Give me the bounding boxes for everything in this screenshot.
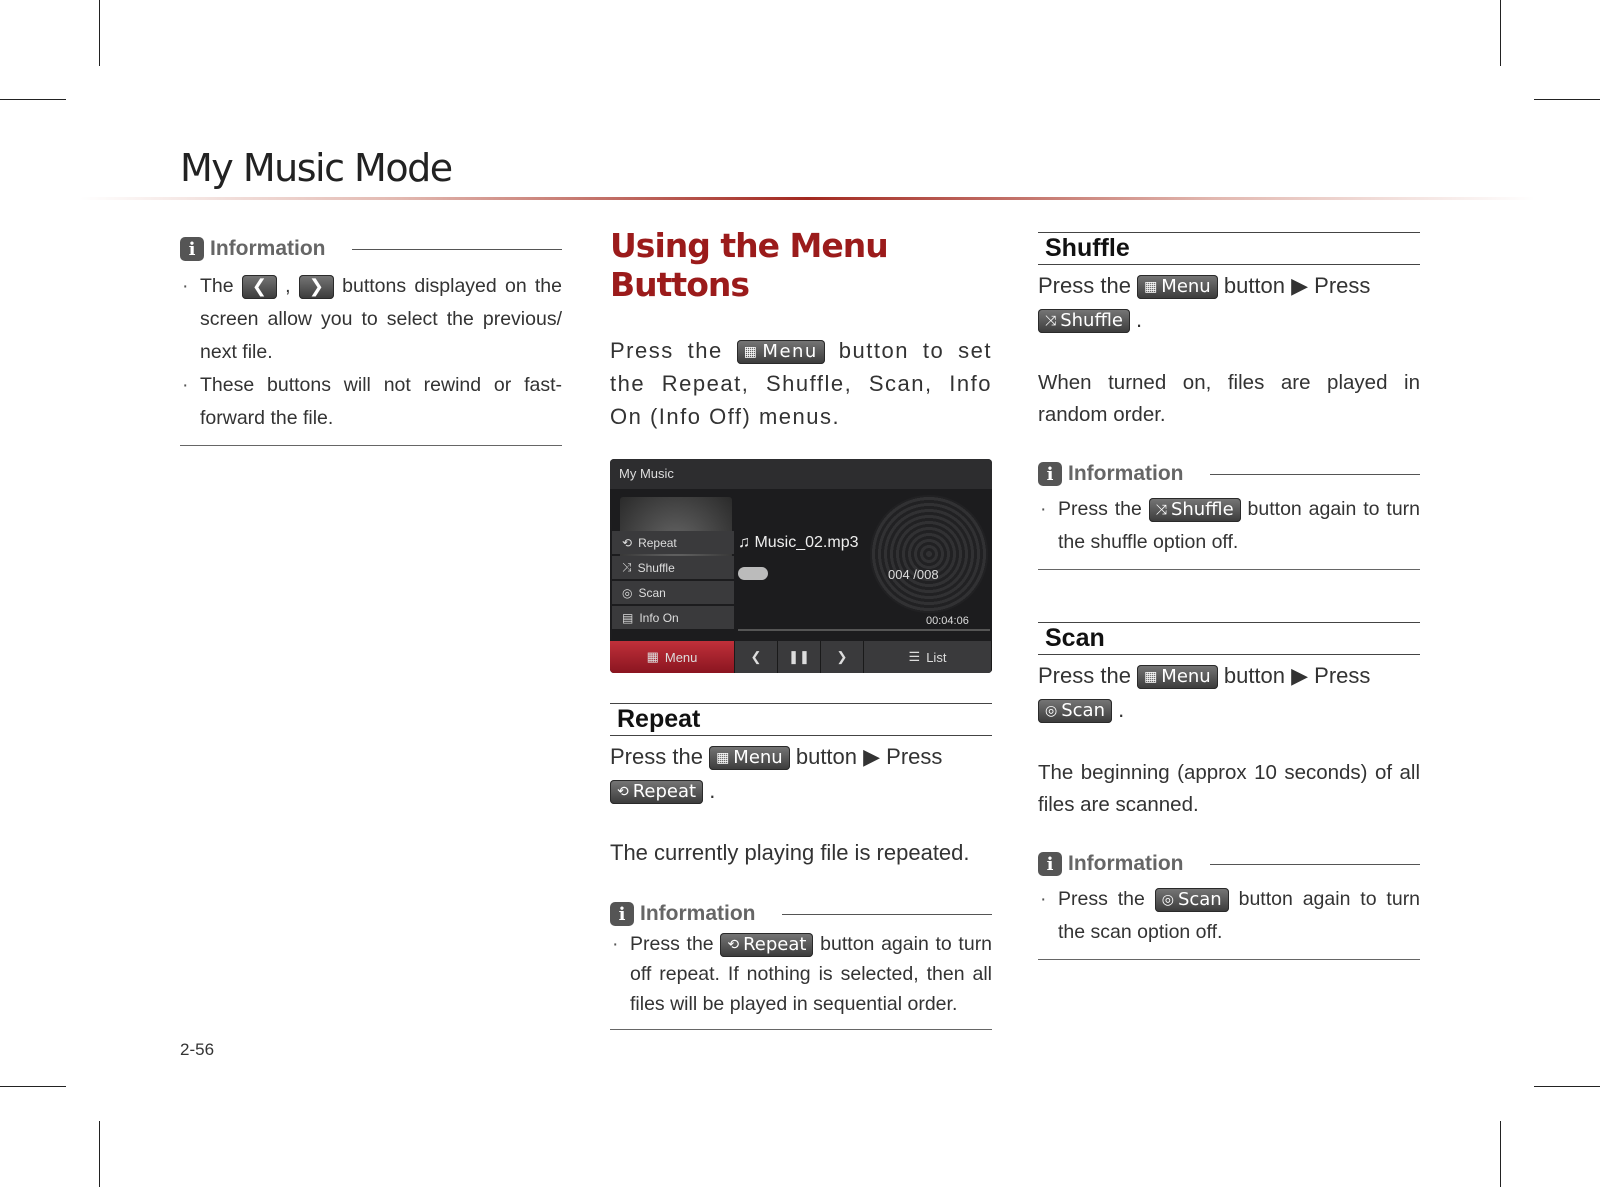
menu-label: Menu — [1161, 276, 1211, 298]
list-item — [180, 369, 562, 435]
screen-menu-label: Repeat — [638, 535, 677, 550]
info-list — [610, 929, 992, 1019]
screen-header: My Music — [610, 459, 992, 489]
list-item — [1038, 883, 1420, 949]
repeat-icon: ⟲ — [622, 535, 633, 550]
bullet-text: button again to turn — [1247, 498, 1420, 520]
shuffle-scan-column — [1038, 232, 1420, 960]
info-box-prev-next — [180, 236, 562, 446]
shuffle-heading: Shuffle — [1038, 232, 1420, 265]
intro-text: Press the — [610, 338, 723, 363]
menu-button-icon — [709, 746, 790, 770]
bullet-text: the scan option off. — [1058, 921, 1223, 943]
title-rule — [80, 197, 1535, 200]
device-screenshot — [610, 459, 992, 673]
info-rule — [610, 1029, 992, 1030]
shuffle-icon: ⤨ — [1045, 313, 1057, 330]
screen-button-bar — [610, 641, 992, 673]
next-button-icon — [299, 275, 334, 299]
chevron-right-icon: ❯ — [836, 649, 848, 664]
info-rule — [352, 249, 563, 250]
grid-icon: ▦ — [646, 649, 659, 664]
instruction-text: . — [1118, 697, 1125, 722]
scan-icon: ◎ — [1045, 703, 1058, 720]
bullet-text: buttons displayed on the screen allow you to select the previous/ next file. — [200, 275, 562, 363]
chevron-left-icon: ❮ — [750, 649, 762, 664]
shuffle-icon: ⤨ — [1155, 501, 1167, 518]
menu-label: Menu — [733, 747, 783, 769]
scan-icon: ◎ — [622, 585, 633, 600]
instruction-text: . — [1136, 307, 1143, 332]
instruction-text: button ▶ Press — [1223, 273, 1371, 298]
shuffle-button-icon — [1038, 309, 1130, 333]
repeat-icon: ⟲ — [617, 784, 629, 801]
info-box-scan — [1038, 851, 1420, 960]
scan-description: The beginning (approx 10 seconds) of all files are scanned. — [1038, 761, 1420, 816]
info-rule — [782, 914, 993, 915]
info-label: Information — [1068, 462, 1184, 485]
list-item — [180, 270, 562, 369]
screen-menu-scan — [612, 581, 734, 604]
info-list — [1038, 883, 1420, 949]
info-rule — [1210, 864, 1421, 865]
play-time: 00:04:06 — [926, 615, 969, 627]
list-item — [1038, 493, 1420, 559]
instruction-text: button ▶ Press — [795, 744, 943, 769]
repeat-button-icon — [720, 933, 813, 957]
info-rule — [180, 445, 562, 446]
shuffle-instruction — [1038, 269, 1420, 337]
format-badge — [738, 567, 768, 580]
repeat-button-icon — [610, 780, 703, 804]
page-title: My Music Mode — [180, 146, 452, 190]
shuffle-section — [1038, 232, 1420, 570]
intro-paragraph — [610, 334, 992, 433]
grid-icon: ▦ — [743, 344, 759, 361]
scan-section — [1038, 622, 1420, 960]
info-icon: i — [1038, 852, 1062, 876]
page-number: 2-56 — [180, 1040, 215, 1059]
scan-label: Scan — [1061, 700, 1105, 722]
repeat-instruction — [610, 740, 992, 808]
prev-button-icon — [242, 275, 277, 299]
crop-mark — [99, 0, 100, 66]
screen-menu-label: Shuffle — [637, 560, 675, 575]
screen-prev-button — [735, 641, 778, 673]
info-rule — [1038, 569, 1420, 570]
info-label: Information — [1068, 852, 1184, 875]
scan-heading: Scan — [1038, 622, 1420, 655]
repeat-heading: Repeat — [610, 703, 992, 736]
info-rule — [1210, 474, 1421, 475]
scan-button-icon — [1155, 888, 1229, 912]
instruction-text: Press the — [1038, 663, 1131, 688]
info-label: Information — [640, 902, 756, 925]
info-label: Information — [210, 237, 326, 260]
menu-button-icon — [1137, 665, 1218, 689]
bullet-text: Press the — [1058, 498, 1142, 520]
track-count: 004 /008 — [888, 567, 939, 582]
grid-icon: ▦ — [1144, 669, 1158, 686]
bullet-text: The — [200, 275, 234, 297]
screen-menu-shuffle — [612, 556, 734, 579]
crop-mark — [1500, 1121, 1501, 1187]
crop-mark — [0, 1086, 66, 1087]
info-doc-icon: ▤ — [622, 610, 634, 625]
instruction-text: Press the — [610, 744, 703, 769]
scan-label: Scan — [1177, 888, 1222, 910]
screen-menu-label: Info On — [639, 610, 679, 625]
instruction-text: button ▶ Press — [1223, 663, 1371, 688]
repeat-label: Repeat — [632, 781, 697, 803]
crop-mark — [99, 1121, 100, 1187]
bullet-text: the shuffle option off. — [1058, 531, 1239, 553]
info-header — [610, 901, 992, 927]
chevron-left-icon: ❮ — [251, 275, 267, 297]
screen-next-button — [821, 641, 864, 673]
screen-list-button — [864, 641, 992, 673]
sound-wave-graphic — [870, 495, 988, 613]
intro-text: button to set the Repeat, Shuffle, Scan, Info On (Info Off) menus. — [610, 338, 992, 429]
repeat-label: Repeat — [743, 933, 807, 955]
progress-bar — [738, 629, 990, 631]
bullet-text: , — [285, 275, 291, 297]
repeat-icon: ⟲ — [727, 936, 740, 953]
bullet-text: These buttons will not rewind or fast-forward the file. — [200, 374, 562, 429]
screen-menu-label: Scan — [638, 585, 666, 600]
crop-mark — [1500, 0, 1501, 66]
info-rule — [1038, 959, 1420, 960]
info-list — [180, 270, 562, 435]
bullet-text: button again to turn — [820, 933, 993, 955]
screen-menu-button — [610, 641, 735, 673]
repeat-section — [610, 703, 992, 1030]
list-item — [610, 929, 992, 1019]
grid-icon: ▦ — [1144, 279, 1158, 296]
menu-button-icon — [737, 340, 825, 364]
bullet-text: button again to turn — [1238, 888, 1421, 910]
screen-menu-repeat — [612, 531, 734, 554]
bullet-text: off repeat. If nothing is selected, then all files will be played in sequential order. — [630, 963, 992, 1015]
crop-mark — [1534, 99, 1600, 100]
bullet-text: Press the — [1058, 888, 1145, 910]
info-icon: i — [180, 237, 204, 261]
bullet-text: Press the — [630, 933, 714, 955]
menu-button-icon — [1137, 275, 1218, 299]
shuffle-label: Shuffle — [1060, 310, 1123, 332]
list-icon: ☰ — [908, 649, 921, 664]
screen-menu-info-on — [612, 606, 734, 629]
menu-label: Menu — [1161, 666, 1211, 688]
track-name: ♫ Music_02.mp3 — [738, 534, 859, 551]
scan-icon: ◎ — [1161, 891, 1174, 908]
crop-mark — [0, 99, 66, 100]
info-icon: i — [610, 902, 634, 926]
info-header — [180, 236, 562, 262]
screen-button-label: Menu — [664, 649, 698, 665]
info-box-shuffle — [1038, 461, 1420, 570]
info-list — [1038, 493, 1420, 559]
menu-label: Menu — [762, 341, 818, 363]
scan-button-icon — [1038, 699, 1112, 723]
crop-mark — [1534, 1086, 1600, 1087]
grid-icon: ▦ — [716, 750, 730, 767]
instruction-text: . — [709, 778, 716, 803]
info-icon: i — [1038, 462, 1062, 486]
pause-icon: ❚❚ — [788, 649, 810, 664]
info-header — [1038, 851, 1420, 877]
shuffle-description: When turned on, files are played in random order. — [1038, 371, 1420, 426]
shuffle-label: Shuffle — [1170, 498, 1234, 520]
info-header — [1038, 461, 1420, 487]
scan-instruction — [1038, 659, 1420, 727]
shuffle-button-icon — [1149, 498, 1241, 522]
screen-pause-button — [778, 641, 821, 673]
chevron-right-icon: ❯ — [308, 275, 324, 297]
shuffle-icon: ⤨ — [622, 560, 632, 574]
section-title: Using the Menu Buttons — [610, 226, 888, 304]
menu-buttons-section — [610, 226, 992, 1030]
screen-button-label: List — [926, 649, 947, 665]
repeat-description: The currently playing file is repeated. — [610, 840, 970, 865]
instruction-text: Press the — [1038, 273, 1131, 298]
info-box-repeat — [610, 901, 992, 1030]
